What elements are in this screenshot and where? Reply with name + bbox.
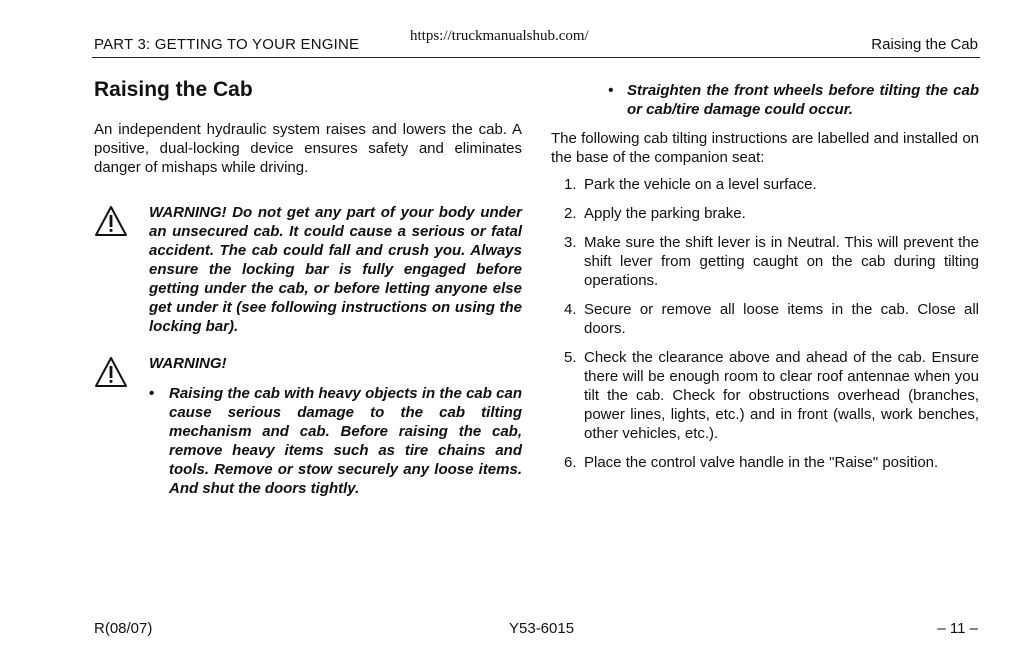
warning-bullet-text: Raising the cab with heavy objects in the cab can cause serious damage to the cab tilting mechanism and cab. Before raising the cab, remove heavy items such as tire chains and tools. Remove or stow securely any loose items. And shut the doors tightly. (169, 385, 522, 497)
step-number: 6. (564, 454, 577, 471)
list-item (551, 233, 979, 290)
right-column (551, 81, 979, 482)
list-item (551, 175, 979, 194)
section-title: Raising the Cab (94, 78, 253, 101)
warning-heading-2: WARNING! (149, 355, 227, 372)
step-text: Place the control valve handle in the "Raise" position. (584, 454, 939, 471)
header-url-watermark: https://truckmanualshub.com/ (410, 28, 589, 44)
tilting-steps-list (551, 175, 979, 472)
list-item (551, 300, 979, 338)
step-number: 1. (564, 176, 577, 193)
step-text: Check the clearance above and ahead of the cab. Ensure there will be enough room to clear roof antennae when you tilt the cab. Check for obstructions overhead (branches, power lines, lights, etc.) and in front (walls, work benches, other vehicles, etc.). (584, 349, 979, 442)
wheel-caution-text: Straighten the front wheels before tilting the cab or cab/tire damage could occur. (627, 82, 979, 118)
step-number: 2. (564, 205, 577, 222)
step-number: 3. (564, 234, 577, 251)
step-text: Secure or remove all loose items in the cab. Close all doors. (584, 301, 979, 337)
bullet-dot-icon: • (608, 82, 614, 99)
left-column (94, 77, 522, 498)
header-divider (92, 57, 980, 58)
warning-triangle-icon (94, 205, 128, 237)
footer-revision: R(08/07) (94, 620, 153, 637)
step-text: Make sure the shift lever is in Neutral. This will prevent the shift lever from getting caught on the cab during tilting operations. (584, 234, 979, 289)
step-text: Apply the parking brake. (584, 205, 746, 222)
warning-triangle-icon (94, 356, 128, 388)
intro-paragraph: An independent hydraulic system raises and lowers the cab. A positive, dual-locking device ensures safety and eliminates danger of mishaps while driving. (94, 121, 522, 176)
header-section-title: Raising the Cab (871, 36, 978, 53)
bullet-dot-icon: • (149, 385, 155, 402)
warning-block-2 (94, 354, 522, 498)
footer-doc-number: Y53-6015 (509, 620, 575, 637)
instructions-lead: The following cab tilting instructions are labelled and installed on the base of the companion seat: (551, 130, 979, 166)
list-item (551, 453, 979, 472)
list-item (551, 348, 979, 443)
warning-text-1: WARNING! Do not get any part of your body under an unsecured cab. It could cause a serious or fatal accident. The cab could fall and crush you. Always ensure the locking bar is fully engaged before getting under the cab, or before letting anyone else get under it (see following instructions on using the locking bar). (149, 204, 522, 335)
list-item (551, 204, 979, 223)
footer-page-number: – 11 – (937, 620, 978, 637)
step-number: 4. (564, 301, 577, 318)
warning-bullet (149, 384, 522, 498)
wheel-caution-bullet (551, 81, 979, 119)
step-text: Park the vehicle on a level surface. (584, 176, 817, 193)
header-part-title: PART 3: GETTING TO YOUR ENGINE (94, 36, 360, 53)
warning-block-1 (94, 203, 522, 336)
step-number: 5. (564, 349, 577, 366)
